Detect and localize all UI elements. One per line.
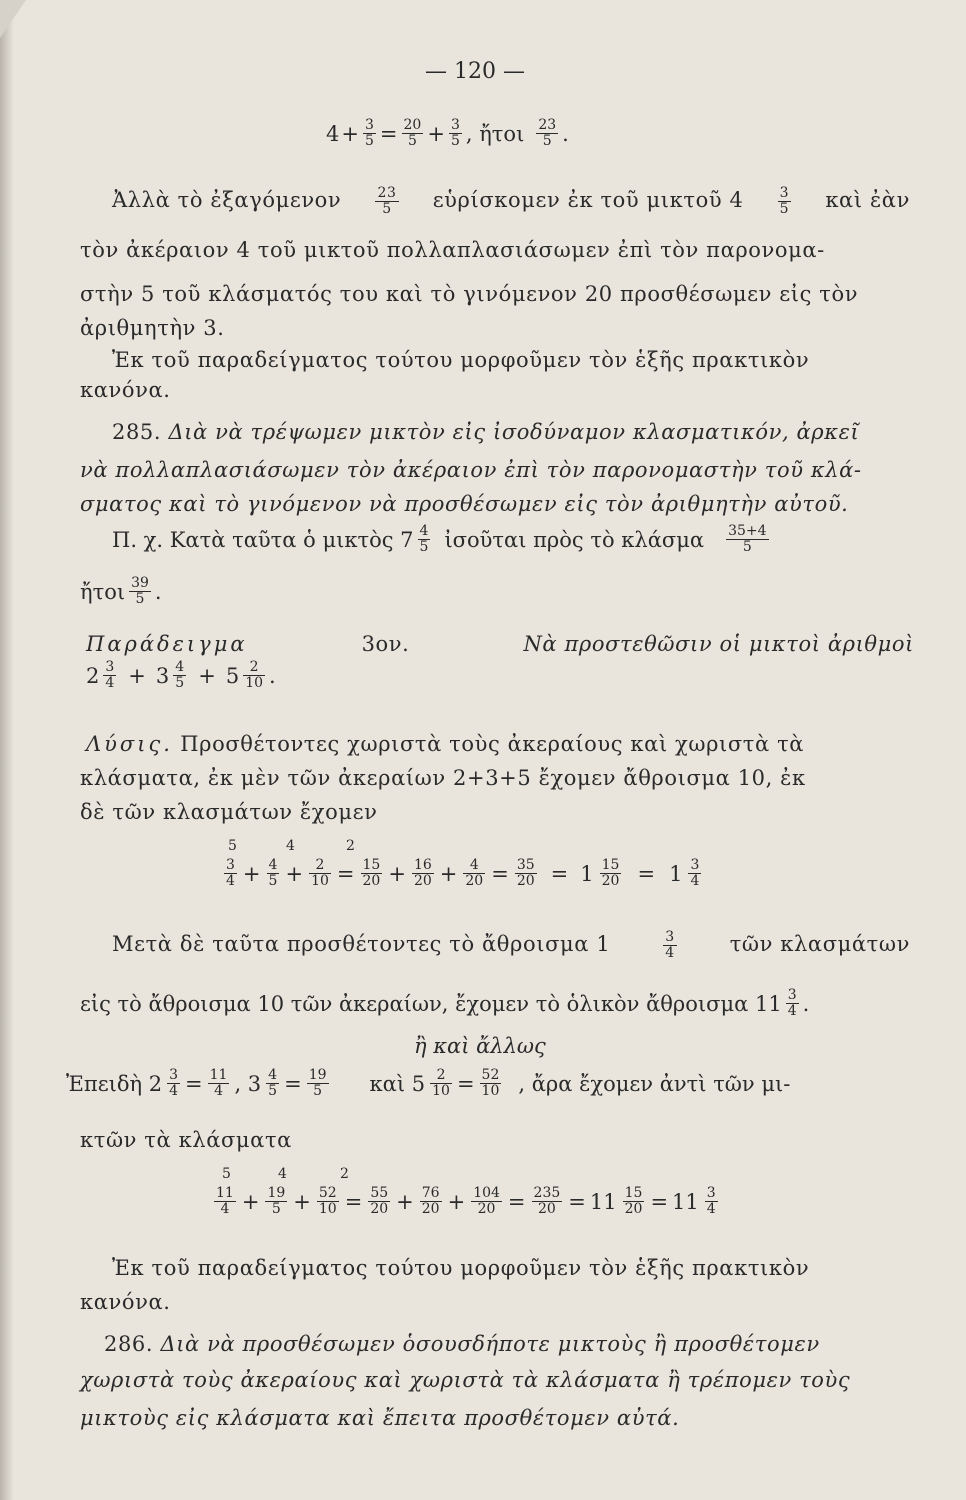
eq1-equals: =	[379, 121, 398, 146]
p4-f4: $\frac{19}{5}$	[308, 1067, 327, 1099]
ex3-fraction-2: 4 5	[175, 659, 185, 691]
equation-3: 11 4 + $\frac{19}{5}$ + $\frac{52}{10}$ = $\frac{55}{20}$ + $\frac{76}{20}$ + $\frac{104}{20}$ = $\frac{235}{20}$ = 11 $\frac{15}{20}$ = 11 3 4	[216, 1185, 716, 1217]
ex3-plus-1: +	[128, 663, 146, 688]
eq3-multiplier-2: 4	[278, 1166, 287, 1182]
eq2-f2: $\frac{4}{5}$	[268, 857, 278, 889]
rule-286-line2: χωριστὰ τοὺς ἀκεραίους καὶ χωριστὰ τὰ κλάσματα ἢ τρέπομεν τοὺς	[80, 1368, 851, 1392]
solution-line1	[86, 730, 912, 758]
example-line2	[80, 576, 162, 607]
example-text-a: Π. χ. Κατὰ ταῦτα ὁ μικτὸς 7	[112, 527, 414, 552]
rule-285-line1	[112, 418, 910, 446]
eq2-whole-1: 1	[580, 861, 594, 886]
p4-text-a: Ἐπειδὴ 2	[66, 1071, 163, 1096]
p3-text-b: τῶν κλασμάτων	[729, 932, 910, 956]
p4-text-b: , 3	[234, 1071, 262, 1096]
p2-text: Ἐκ τοῦ παραδείγματος τούτου μορφοῦμεν τὸν ἑξῆς πρακτικὸν	[112, 348, 810, 372]
eq1-fraction-1: $\frac{3}{5}$	[364, 117, 374, 149]
eq2-f7: $\frac{35}{20}$	[516, 857, 535, 889]
rule-286-line1	[104, 1330, 910, 1358]
solution-line2: κλάσματα, ἐκ μὲν τῶν ἀκεραίων 2+3+5 ἔχομεν ἄθροισμα 10, ἐκ	[80, 766, 806, 790]
ex3-fraction-3: 2 10	[245, 659, 264, 691]
eq2-f8: $\frac{15}{20}$	[601, 857, 620, 889]
example-line1	[112, 524, 771, 555]
ex3-whole-3: 5	[225, 663, 240, 688]
p3-text-a: Μετὰ δὲ ταῦτα προσθέτοντες τὸ ἄθροισμα 1	[112, 932, 611, 956]
p3-text-c: εἰς τὸ ἄθροισμα 10 τῶν ἀκεραίων, ἔχομεν τὸ ὁλικὸν ἄθροισμα 11	[80, 991, 782, 1016]
p4-f3: $\frac{4}{5}$	[268, 1067, 278, 1099]
para1-line2: τὸν ἀκέραιον 4 τοῦ μικτοῦ πολλαπλασιάσωμεν ἐπὶ τὸν παρονομα-	[80, 238, 825, 262]
example3-number: 3ον.	[361, 632, 410, 656]
p3-fraction-1: 3 4	[665, 929, 675, 961]
example-text-b: ἰσοῦται πρὸς τὸ κλάσμα	[444, 527, 705, 552]
eq3-multiplier-1: 5	[222, 1166, 231, 1182]
eq2-whole-2: 1	[669, 861, 683, 886]
solution-title: Λύσις.	[86, 732, 173, 756]
para3-line1	[112, 930, 910, 961]
eq1-fraction-3: $\frac{3}{5}$	[450, 117, 460, 149]
eq1-end: .	[562, 121, 569, 146]
eq1-fraction-4: 23 5	[538, 117, 557, 149]
example3-expression	[86, 660, 276, 691]
eq3-f2: $\frac{19}{5}$	[267, 1185, 286, 1217]
solution-text-1: Προσθέτοντες χωριστὰ τοὺς ἀκεραίους καὶ χωριστὰ τὰ	[180, 732, 805, 756]
example-end: .	[154, 579, 162, 604]
example-fraction-39-5: 39 5	[131, 575, 149, 607]
p3-end: .	[802, 991, 810, 1016]
p5-text: Ἐκ τοῦ παραδείγματος τούτου μορφοῦμεν τὸν ἑξῆς πρακτικὸν	[112, 1256, 810, 1280]
eq3-f4: $\frac{55}{20}$	[370, 1185, 389, 1217]
eq1-whole: 4	[326, 121, 340, 146]
rule-286-number: 286.	[104, 1332, 154, 1356]
para3-line2	[80, 988, 809, 1019]
eq1-fraction-2: $\frac{20}{5}$	[403, 117, 422, 149]
solution-line3: δὲ τῶν κλασμάτων ἔχομεν	[80, 800, 378, 824]
ex3-plus-2: +	[198, 663, 216, 688]
para4-line1: Ἐπειδὴ 2 $\frac{3}{4}$ = $\frac{11}{4}$ , 3 $\frac{4}{5}$ = $\frac{19}{5}$ καὶ 5 $\frac{2}{10}$ = $\frac{52}{10}$ , ἄρα ἔχομεν ἀντὶ τῶν μι-	[66, 1067, 791, 1099]
ex3-whole-2: 3	[155, 663, 170, 688]
p1-text-a: Ἀλλὰ τὸ ἐξαγόμενον	[112, 188, 342, 212]
ex3-fraction-1: 3 4	[105, 659, 115, 691]
eq3-whole-1: 11	[589, 1189, 617, 1214]
eq3-f3: $\frac{52}{10}$	[318, 1185, 337, 1217]
para2-line2: κανόνα.	[80, 378, 171, 402]
page-number: — 120 —	[425, 59, 525, 84]
eq1-plus-2: +	[427, 121, 445, 146]
eq3-f7: $\frac{235}{20}$	[533, 1185, 561, 1217]
rule-286-text-1: Διὰ νὰ προσθέσωμεν ὁσουσδήποτε μικτοὺς ἢ προσθέτομεν	[160, 1332, 820, 1356]
eq2-f6: $\frac{4}{20}$	[465, 857, 484, 889]
ex3-end: .	[269, 663, 276, 688]
p4-f5: $\frac{2}{10}$	[432, 1067, 450, 1099]
p4-text-d: , ἄρα ἔχομεν ἀντὶ τῶν μι-	[518, 1071, 791, 1096]
equation-1	[326, 118, 569, 149]
para5-line1	[112, 1254, 910, 1282]
ex3-whole-1: 2	[86, 663, 100, 688]
p4-f1: $\frac{3}{4}$	[169, 1067, 179, 1099]
para1-line3: στὴν 5 τοῦ κλάσματός του καὶ τὸ γινόμενον 20 προσθέσωμεν εἰς τὸν	[80, 282, 859, 306]
eq2-f1: 3 4	[226, 857, 235, 889]
eq2-multiplier-1: 5	[228, 838, 237, 854]
eq3-multiplier-3: 2	[340, 1166, 349, 1182]
alt-heading: ἢ καὶ ἄλλως	[414, 1034, 546, 1058]
p4-f2: $\frac{11}{4}$	[209, 1067, 228, 1099]
p4-f6: $\frac{52}{10}$	[481, 1067, 500, 1099]
eq1-plus: +	[341, 121, 359, 146]
eq3-whole-2: 11	[672, 1189, 699, 1214]
eq1-word: , ἤτοι	[465, 121, 525, 146]
eq3-f1: 11 4	[216, 1185, 234, 1217]
eq2-multiplier-2: 4	[286, 838, 295, 854]
eq2-f9: 3 4	[690, 857, 700, 889]
page-edge-shadow	[0, 0, 14, 1500]
eq3-f5: $\frac{76}{20}$	[421, 1185, 440, 1217]
page-corner	[0, 0, 26, 38]
para2-line1	[112, 346, 910, 374]
eq2-f3: $\frac{2}{10}$	[311, 857, 329, 889]
eq2-f5: $\frac{16}{20}$	[413, 857, 432, 889]
example3-header	[86, 630, 914, 658]
example3-text: Νὰ προστεθῶσιν οἱ μικτοὶ ἀριθμοὶ	[523, 632, 914, 656]
eq3-f8: $\frac{15}{20}$	[624, 1185, 643, 1217]
p1-text-b: εὑρίσκομεν ἐκ τοῦ μικτοῦ 4	[432, 188, 744, 212]
equation-2: 3 4 + $\frac{4}{5}$ + $\frac{2}{10}$ = $\frac{15}{20}$ + $\frac{16}{20}$ + $\frac{4}{20}$ = $\frac{35}{20}$ = 1 $\frac{15}{20}$ = 1 3 4	[226, 857, 700, 889]
rule-285-line3: σματος καὶ τὸ γινόμενον νὰ προσθέσωμεν εἰς τὸν ἀριθμητὴν αὐτοῦ.	[80, 492, 849, 516]
p1-text-c: καὶ ἐὰν	[825, 188, 910, 212]
eq3-f6: $\frac{104}{20}$	[473, 1185, 500, 1217]
example-text-c: ἤτοι	[80, 579, 126, 604]
para1-line1	[112, 186, 910, 217]
eq2-multiplier-3: 2	[346, 838, 355, 854]
eq3-f9: 3 4	[706, 1185, 716, 1217]
example3-title: Παράδειγμα	[86, 632, 248, 656]
para4-line2: κτῶν τὰ κλάσματα	[80, 1128, 292, 1152]
example-fraction-35-4-5: 35+4 5	[728, 523, 767, 555]
rule-285-text-1: Διὰ νὰ τρέψωμεν μικτὸν εἰς ἰσοδύναμον κλασματικόν, ἀρκεῖ	[168, 420, 860, 444]
p3-fraction-2: 3 4	[787, 987, 797, 1019]
para5-line2: κανόνα.	[80, 1290, 171, 1314]
p1-fraction-3-5: 3 5	[779, 185, 790, 217]
rule-286-line3: μικτοὺς εἰς κλάσματα καὶ ἔπειτα προσθέτομεν αὐτά.	[80, 1406, 680, 1430]
p4-text-c: καὶ 5	[369, 1071, 426, 1096]
eq2-f4: $\frac{15}{20}$	[362, 857, 381, 889]
para1-line4: ἀριθμητὴν 3.	[80, 316, 225, 340]
rule-285-line2: νὰ πολλαπλασιάσωμεν τὸν ἀκέραιον ἐπὶ τὸν παρονομαστὴν τοῦ κλά-	[80, 458, 862, 482]
example-fraction-4-5: 4 5	[419, 523, 429, 555]
rule-285-number: 285.	[112, 420, 162, 444]
p1-fraction-23-5: 23 5	[377, 185, 397, 217]
